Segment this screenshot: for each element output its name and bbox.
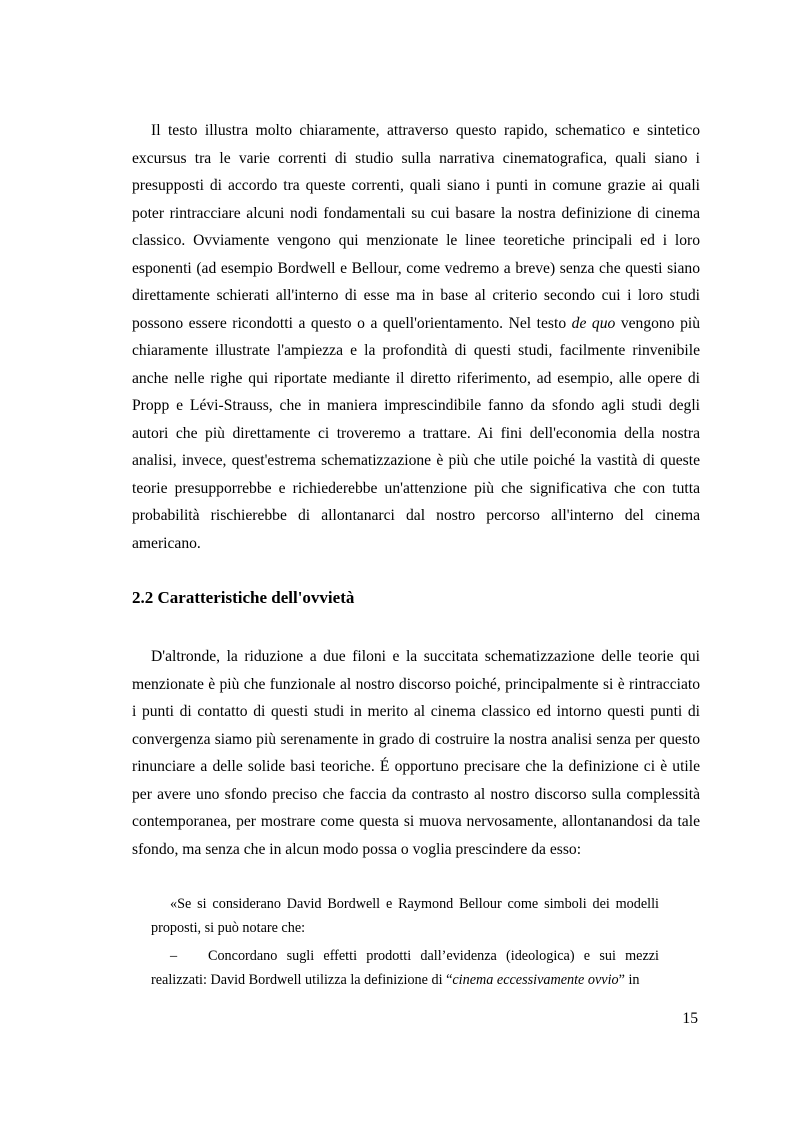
block-quote-list-item	[151, 944, 659, 992]
body-paragraph-1	[132, 117, 700, 557]
body-paragraph-2	[132, 643, 700, 863]
block-quote-intro: «Se si considerano David Bordwell e Raymond Bellour come simboli dei modelli proposti, si può notare che:	[151, 896, 659, 936]
paragraph-1-italic-term: de quo	[571, 314, 616, 332]
quote-item-text-end: ” in	[618, 972, 640, 988]
list-dash: –	[170, 948, 178, 964]
section-heading: 2.2 Caratteristiche dell'ovvietà	[132, 588, 355, 607]
paragraph-1-text-end: vengono più chiaramente illustrate l'ampiezza e la profondità di questi studi, facilmente rinvenibile anche nelle righe qui riportate mediante il diretto riferimento, ad esempio, alle opere di Propp e Lévi-Strauss, che in maniera imprescindibile fanno da sfondo agli studi degli autori che più direttamente ci troveremo a trattare. Ai fini dell'economia della nostra analisi, invece, quest'estrema schematizzazione è più che utile poiché la vastità di queste teorie presupporrebbe e richiederebbe un'attenzione più che significativa che con tutta probabilità rischierebbe di allontanarci dal nostro percorso all'interno del cinema americano.	[132, 314, 700, 552]
page-number: 15	[682, 1010, 698, 1027]
quote-item-text-start: Concordano sugli effetti prodotti dall’evidenza (ideologica) e sui mezzi realizzati: David Bordwell utilizza la definizione di “	[151, 948, 659, 988]
quote-item-italic: cinema eccessivamente ovvio	[452, 972, 619, 988]
paragraph-2-text: D'altronde, la riduzione a due filoni e la succitata schematizzazione delle teorie qui menzionate è più che funzionale al nostro discorso poiché, principalmente si è rintracciato i punti di contatto di questi studi in merito al cinema classico ed intorno questi punti di convergenza siamo più serenamente in grado di costruire la nostra analisi senza per questo rinunciare a delle solide basi teoriche. É opportuno precisare che la definizione ci è utile per avere uno sfondo preciso che faccia da contrasto al nostro discorso sulla complessità contemporanea, per mostrare come questa si muova nervosamente, allontanandosi da tale sfondo, ma senza che in alcun modo possa o voglia prescindere da esso:	[132, 648, 700, 858]
paragraph-1-text-start: Il testo illustra molto chiaramente, attraverso questo rapido, schematico e sintetico excursus tra le varie correnti di studio sulla narrativa cinematografica, quali siano i presupposti di accordo tra queste correnti, quali siano i punti in comune grazie ai quali poter rintracciare alcuni nodi fondamentali su cui basare la nostra definizione di cinema classico. Ovviamente vengono qui menzionate le linee teoretiche principali ed i loro esponenti (ad esempio Bordwell e Bellour, come vedremo a breve) senza che questi siano direttamente schierati all'interno di esse ma in base al criterio secondo cui i loro studi possono essere ricondotti a questo o a quell'orientamento. Nel testo	[132, 122, 700, 332]
